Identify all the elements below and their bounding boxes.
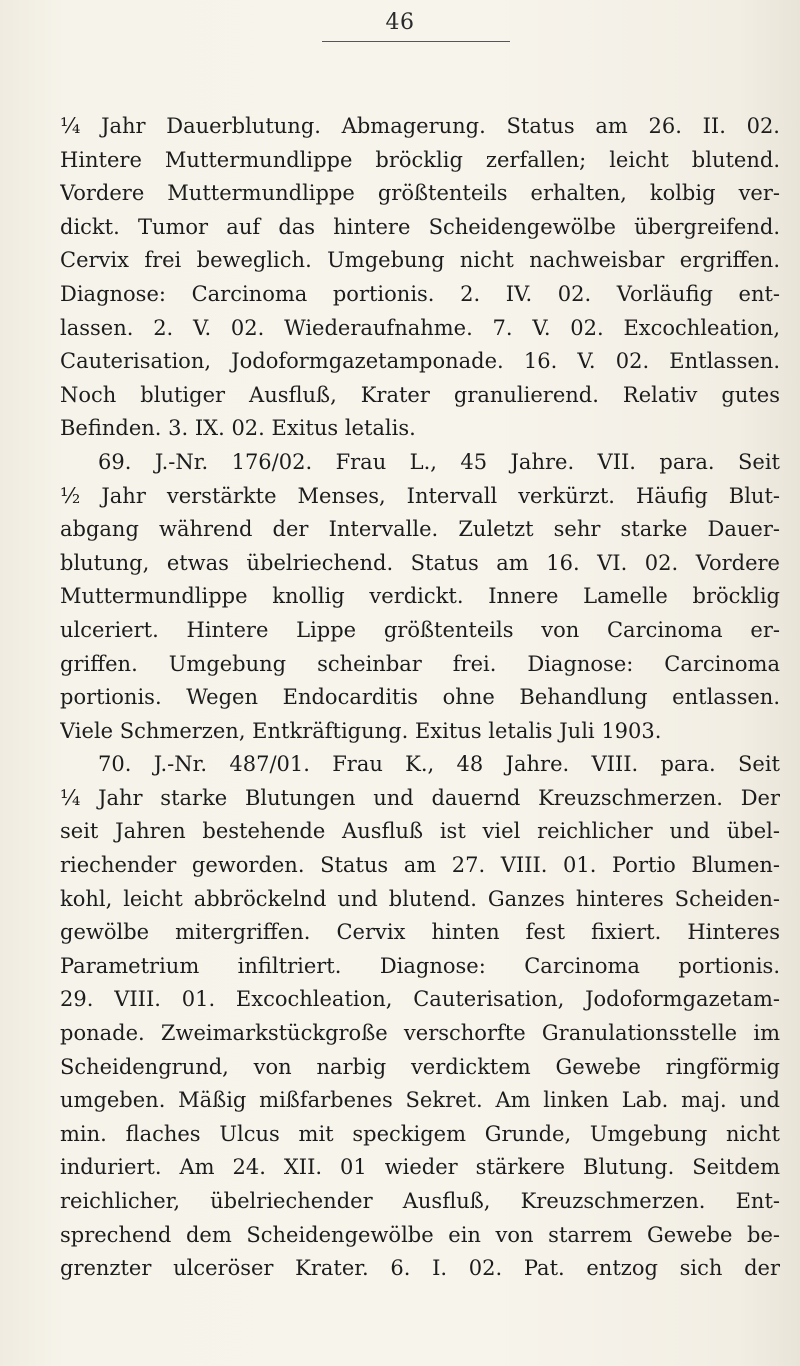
text-line: griffen. Umgebung scheinbar frei. Diagnose: Carcinoma: [60, 651, 780, 676]
text-line: induriert. Am 24. XII. 01 wieder stärkere Blutung. Seitdem: [60, 1155, 780, 1180]
text-line: Parametrium infiltriert. Diagnose: Carcinoma portionis.: [60, 953, 780, 978]
text-line: dickt. Tumor auf das hintere Scheidengewölbe übergreifend.: [60, 214, 780, 239]
text-line: gewölbe mitergriffen. Cervix hinten fest fixiert. Hinteres: [60, 920, 780, 945]
text-line: seit Jahren bestehende Ausfluß ist viel reichlicher und übel-: [60, 819, 780, 844]
text-line: ¼ Jahr Dauerblutung. Abmagerung. Status am 26. II. 02.: [60, 114, 780, 138]
text-line: Vordere Muttermundlippe größtenteils erhalten, kolbig ver-: [60, 181, 780, 206]
text-line: umgeben. Mäßig mißfarbenes Sekret. Am linken Lab. maj. und: [60, 1088, 780, 1113]
text-line: kohl, leicht abbröckelnd und blutend. Ganzes hinteres Scheiden-: [60, 886, 780, 911]
text-line: blutung, etwas übelriechend. Status am 16. VI. 02. Vordere: [60, 550, 780, 575]
text-line: Befinden. 3. IX. 02. Exitus letalis.: [60, 416, 416, 441]
text-line: 29. VIII. 01. Excochleation, Cauterisation, Jodoformgazetam-: [60, 987, 780, 1012]
text-line: Hintere Muttermundlippe bröcklig zerfallen; leicht blutend.: [60, 147, 780, 172]
body-text: [60, 110, 780, 1286]
text-line: sprechend dem Scheidengewölbe ein von starrem Gewebe be-: [60, 1222, 780, 1247]
text-line: ¼ Jahr starke Blutungen und dauernd Kreuzschmerzen. Der: [60, 785, 780, 810]
text-line: grenzter ulceröser Krater. 6. I. 02. Pat. entzog sich der: [60, 1256, 780, 1281]
text-line: Cauterisation, Jodoformgazetamponade. 16. V. 02. Entlassen.: [60, 349, 780, 374]
text-line: reichlicher, übelriechender Ausfluß, Kreuzschmerzen. Ent-: [60, 1189, 780, 1213]
text-line: Noch blutiger Ausfluß, Krater granulierend. Relativ gutes: [60, 382, 780, 407]
text-line: min. flaches Ulcus mit speckigem Grunde, Umgebung nicht: [60, 1121, 780, 1146]
text-line: Viele Schmerzen, Entkräftigung. Exitus letalis Juli 1903.: [60, 718, 662, 743]
page-number: 46: [385, 10, 415, 35]
text-line: ½ Jahr verstärkte Menses, Intervall verkürzt. Häufig Blut-: [60, 483, 780, 508]
header-rule: [322, 41, 510, 42]
text-line: Cervix frei beweglich. Umgebung nicht nachweisbar ergriffen.: [60, 248, 780, 273]
text-line: Diagnose: Carcinoma portionis. 2. IV. 02. Vorläufig ent-: [60, 281, 780, 306]
text-line: 69. J.-Nr. 176/02. Frau L., 45 Jahre. VII. para. Seit: [98, 449, 780, 474]
text-line: Scheidengrund, von narbig verdicktem Gewebe ringförmig: [60, 1054, 780, 1079]
text-line: ulceriert. Hintere Lippe größtenteils von Carcinoma er-: [60, 617, 780, 642]
text-line: Muttermundlippe knollig verdickt. Innere Lamelle bröcklig: [60, 584, 780, 609]
text-line: lassen. 2. V. 02. Wiederaufnahme. 7. V. 02. Excochleation,: [60, 315, 780, 340]
text-line: 70. J.-Nr. 487/01. Frau K., 48 Jahre. VIII. para. Seit: [98, 752, 780, 777]
text-line: riechender geworden. Status am 27. VIII. 01. Portio Blumen-: [60, 853, 780, 878]
text-line: abgang während der Intervalle. Zuletzt sehr starke Dauer-: [60, 517, 780, 542]
text-line: portionis. Wegen Endocarditis ohne Behandlung entlassen.: [60, 685, 780, 710]
text-line: ponade. Zweimarkstückgroße verschorfte Granulationsstelle im: [60, 1021, 780, 1046]
